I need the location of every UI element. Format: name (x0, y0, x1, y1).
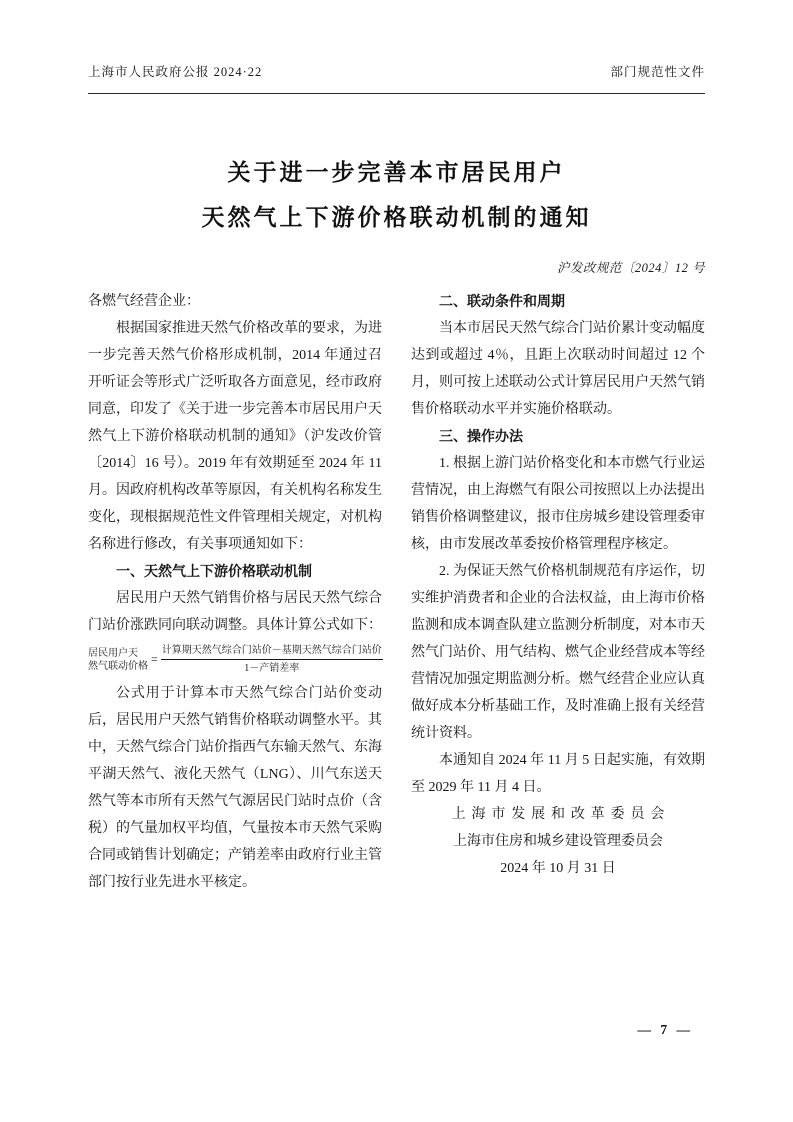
document-number: 沪发改规范〔2024〕12 号 (556, 261, 705, 275)
document-title-line2: 天然气上下游价格联动机制的通知 (201, 204, 592, 230)
formula-equals-sign: = (151, 652, 158, 666)
document-title (88, 150, 705, 240)
section1-heading: 一、天然气上下游价格联动机制 (116, 563, 312, 579)
price-linkage-formula (88, 644, 382, 675)
body-columns (88, 288, 705, 896)
section3-heading: 三、操作办法 (439, 428, 523, 444)
formula-lhs-line1: 居民用户天 (88, 647, 138, 659)
section2-heading: 二、联动条件和周期 (439, 293, 565, 309)
document-title-line1: 关于进一步完善本市居民用户 (227, 159, 566, 185)
document-category: 部门规范性文件 (610, 65, 705, 79)
signature-date: 2024 年 10 月 31 日 (500, 861, 616, 876)
formula-numerator: 计算期天然气综合门站价－基期天然气综合门站价 (161, 644, 383, 660)
intro-paragraph: 根据国家推进天然气价格改革的要求，为进一步完善天然气价格形成机制，2014 年通过召开听证会等形式广泛听取各方面意见，经市政府同意，印发了《关于进一步完善本市居民用户天然气上下游价格联动机制的通知》（沪发改价管〔2014〕16 号）。2019 年有效期延至 2024 年 11 月。因政府机构改革等原因，有关机构名称发生变化，现根据规范性文件管理相关规定，对机构名称进行修改，有关事项通知如下： (88, 321, 382, 552)
page-header (88, 62, 705, 94)
page-number: — 7 — (637, 1022, 693, 1037)
signature-org1: 上海市发展和改革委员会 (451, 807, 671, 822)
formula-fraction (161, 644, 383, 675)
signature-block (411, 801, 705, 882)
salutation: 各燃气经营企业： (88, 294, 200, 309)
section1-note-paragraph: 公式用于计算本市天然气综合门站价变动后，居民用户天然气销售价格联动调整水平。其中，天然气综合门站价指西气东输天然气、东海平湖天然气、液化天然气（LNG）、川气东送天然气等本市所有天然气气源居民门站时点价（含税）的气量加权平均值，气量按本市天然气采购合同或销售计划确定；产销差率由政府行业主管部门按行业先进水平核定。 (88, 686, 382, 890)
section1-paragraph: 居民用户天然气销售价格与居民天然气综合门站价涨跌同向联动调整。具体计算公式如下： (88, 591, 382, 633)
formula-lhs-line2: 然气联动价格 (88, 660, 148, 672)
effective-date-paragraph: 本通知自 2024 年 11 月 5 日起实施，有效期至 2029 年 11 月 4 日。 (411, 753, 705, 795)
section3-item1: 1. 根据上游门站价格变化和本市燃气行业运营情况，由上海燃气有限公司按照以上办法提出销售价格调整建议，报市住房城乡建设管理委审核，由市发展改革委按价格管理程序核定。 (411, 456, 705, 552)
signature-org2: 上海市住房和城乡建设管理委员会 (453, 834, 663, 849)
formula-left-side (88, 647, 148, 673)
right-column (411, 288, 705, 896)
section2-paragraph: 当本市居民天然气综合门站价累计变动幅度达到或超过 4％，且距上次联动时间超过 12 个月，则可按上述联动公式计算居民用户天然气销售价格联动水平并实施价格联动。 (411, 321, 705, 417)
left-column (88, 288, 382, 896)
formula-denominator: 1－产销差率 (244, 663, 300, 674)
gazette-masthead: 上海市人民政府公报 2024·22 (88, 65, 263, 79)
section3-item2: 2. 为保证天然气价格机制规范有序运作，切实维护消费者和企业的合法权益，由上海市价格监测和成本调查队建立监测分析制度，对本市天然气门站价、用气结构、燃气企业经营成本等经营情况加强定期监测分析。燃气经营企业应认真做好成本分析基础工作，及时准确上报有关经营统计资料。 (411, 564, 705, 741)
